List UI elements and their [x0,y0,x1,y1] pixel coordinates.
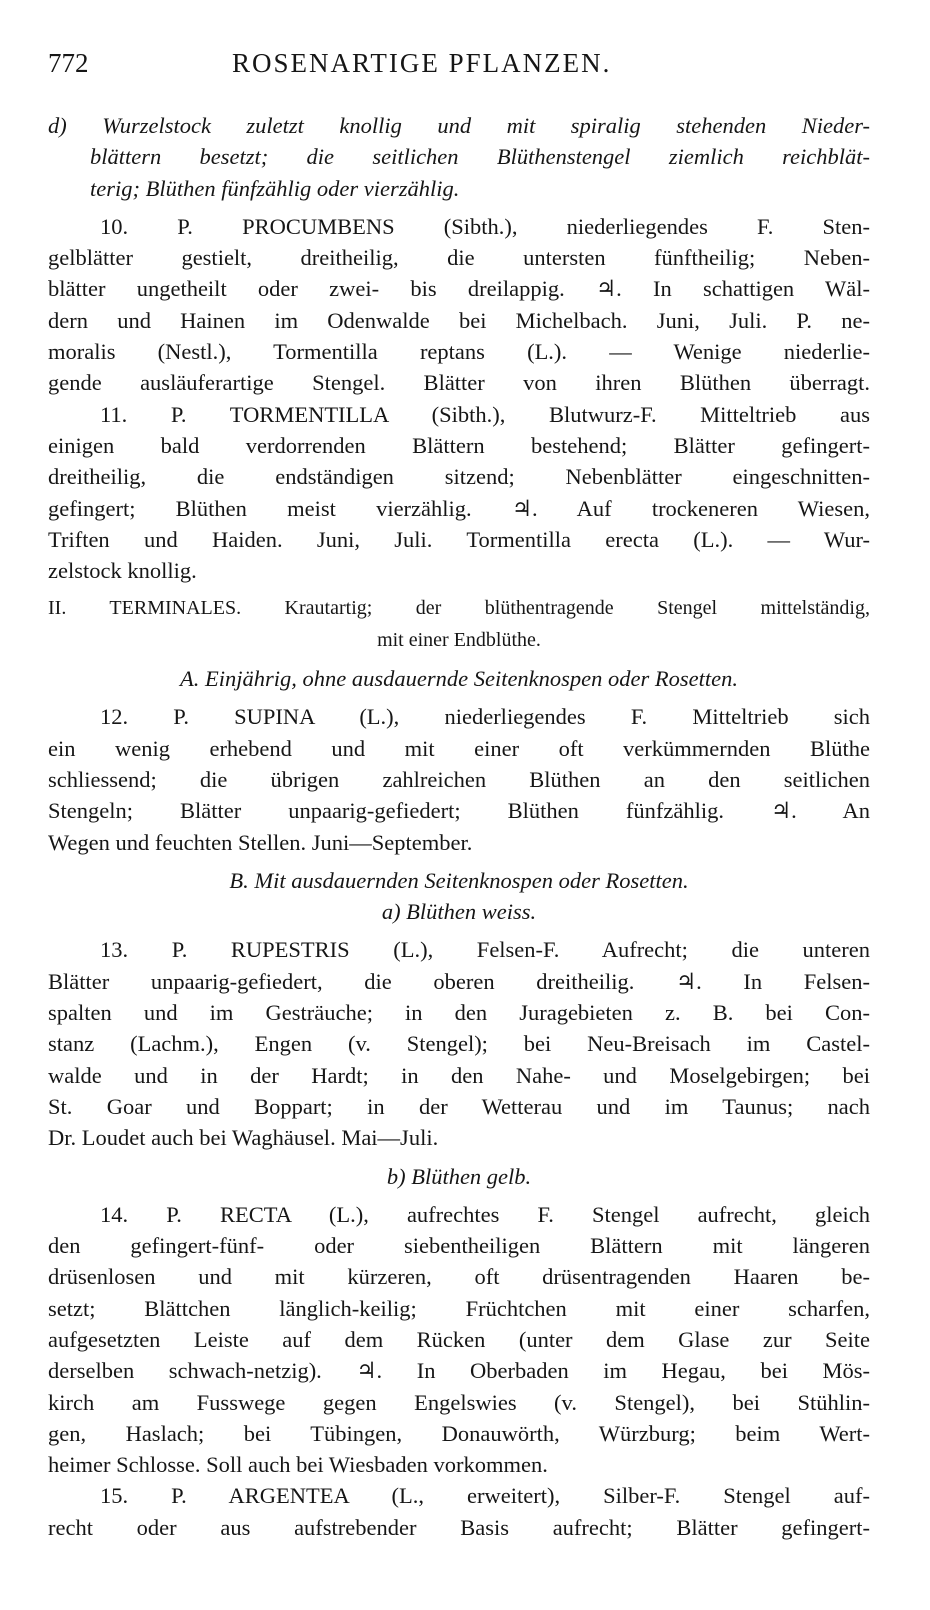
page-number: 772 [48,48,89,78]
text-line: a) Blüthen weiss. [381,899,537,925]
text-line: setzt; Blättchen länglich-keilig; Früchtchen mit einer scharfen, [48,1295,870,1321]
paragraph-gap [48,694,870,701]
text-line: Stengeln; Blätter unpaarig-gefiedert; Blüthen fünfzählig. ♃. An [48,798,870,824]
text-line: Dr. Loudet auch bei Waghäusel. Mai—Juli. [48,1125,439,1151]
text-line: zelstock knollig. [48,558,197,584]
text-line: gefingert; Blüthen meist vierzählig. ♃. Auf trockeneren Wiesen, [48,495,870,521]
text-line: kirch am Fusswege gegen Engelswies (v. Stengel), bei Stühlin- [48,1389,870,1415]
paragraph-gap [48,927,870,934]
text-line: 14. P. RECTA (L.), aufrechtes F. Stengel aufrecht, gleich [100,1201,870,1227]
text-line: terig; Blüthen fünfzählig oder vierzählig. [90,175,460,201]
text-line: dreitheilig, die endständigen sitzend; Nebenblätter eingeschnitten- [48,464,870,490]
paragraph-gap [48,1154,870,1161]
text-line: dern und Hainen im Odenwalde bei Michelbach. Juni, Juli. P. ne- [48,307,870,333]
text-line: stanz (Lachm.), Engen (v. Stengel); bei Neu-Breisach im Castel- [48,1031,870,1057]
paragraph-gap [48,656,870,663]
text-line: gen, Haslach; bei Tübingen, Donauwörth, Würzburg; beim Wert- [48,1420,870,1446]
text-line: moralis (Nestl.), Tormentilla reptans (L.). — Wenige niederlie- [48,339,870,365]
text-line: heimer Schlosse. Soll auch bei Wiesbaden vorkommen. [48,1452,548,1478]
text-line: b) Blüthen gelb. [386,1163,532,1189]
text-line: einigen bald verdorrenden Blättern bestehend; Blätter gefingert- [48,432,870,458]
text-line: 15. P. ARGENTEA (L., erweitert), Silber-F. Stengel auf- [100,1483,870,1509]
paragraph-gap [48,1192,870,1199]
text-line: schliessend; die übrigen zahlreichen Blüthen an den seitlichen [48,766,870,792]
text-line: Blätter unpaarig-gefiedert, die oberen dreitheilig. ♃. In Felsen- [48,968,870,994]
text-line: 12. P. SUPINA (L.), niederliegendes F. Mitteltrieb sich [100,704,870,730]
text-line: Wegen und feuchten Stellen. Juni—September. [48,829,473,855]
page-header [48,48,870,92]
text-line: St. Goar und Boppart; in der Wetterau und im Taunus; nach [48,1093,870,1119]
text-line: gelblätter gestielt, dreitheilig, die untersten fünftheilig; Neben- [48,245,870,271]
text-line: recht oder aus aufstrebender Basis aufrecht; Blätter gefingert- [48,1514,870,1540]
text-line: B. Mit ausdauernden Seitenknospen oder Rosetten. [229,867,689,893]
text-line: mit einer Endblüthe. [377,628,541,651]
text-line: 13. P. RUPESTRIS (L.), Felsen-F. Aufrecht; die unteren [100,937,870,963]
text-line: A. Einjährig, ohne ausdauernde Seitenknospen oder Rosetten. [179,666,739,692]
text-line: ein wenig erhebend und mit einer oft verkümmernden Blüthe [48,735,870,761]
text-line: aufgesetzten Leiste auf dem Rücken (unter dem Glase zur Seite [48,1326,870,1352]
text-line: d) Wurzelstock zuletzt knollig und mit spiralig stehenden Nieder- [48,113,870,138]
text-line: 10. P. PROCUMBENS (Sibth.), niederliegendes F. Sten- [100,213,870,239]
text-line: II. TERMINALES. Krautartig; der blüthentragende Stengel mittelständig, [48,597,870,620]
paragraph-gap [48,858,870,865]
text-line: blättern besetzt; die seitlichen Blüthenstengel ziemlich reichblät- [90,144,870,170]
running-head: ROSENARTIGE PFLANZEN. [232,48,612,78]
text-line: 11. P. TORMENTILLA (Sibth.), Blutwurz-F. Mitteltrieb aus [100,401,870,427]
text-line: Triften und Haiden. Juni, Juli. Tormentilla erecta (L.). — Wur- [48,526,870,552]
text-line: drüsenlosen und mit kürzeren, oft drüsentragenden Haaren be- [48,1264,870,1290]
body-text [48,110,870,1543]
paragraph-gap [48,586,870,593]
text-line: den gefingert-fünf- oder siebentheiligen Blättern mit längeren [48,1233,870,1259]
text-line: spalten und im Gesträuche; in den Juragebieten z. B. bei Con- [48,1000,870,1026]
paragraph-gap [48,204,870,211]
text-line: blätter ungetheilt oder zwei- bis dreilappig. ♃. In schattigen Wäl- [48,276,870,302]
text-line: gende ausläuferartige Stengel. Blätter von ihren Blüthen überragt. [48,370,870,396]
text-line: walde und in der Hardt; in den Nahe- und Moselgebirgen; bei [48,1062,870,1088]
text-line: derselben schwach-netzig). ♃. In Oberbaden im Hegau, bei Mös- [48,1358,870,1384]
